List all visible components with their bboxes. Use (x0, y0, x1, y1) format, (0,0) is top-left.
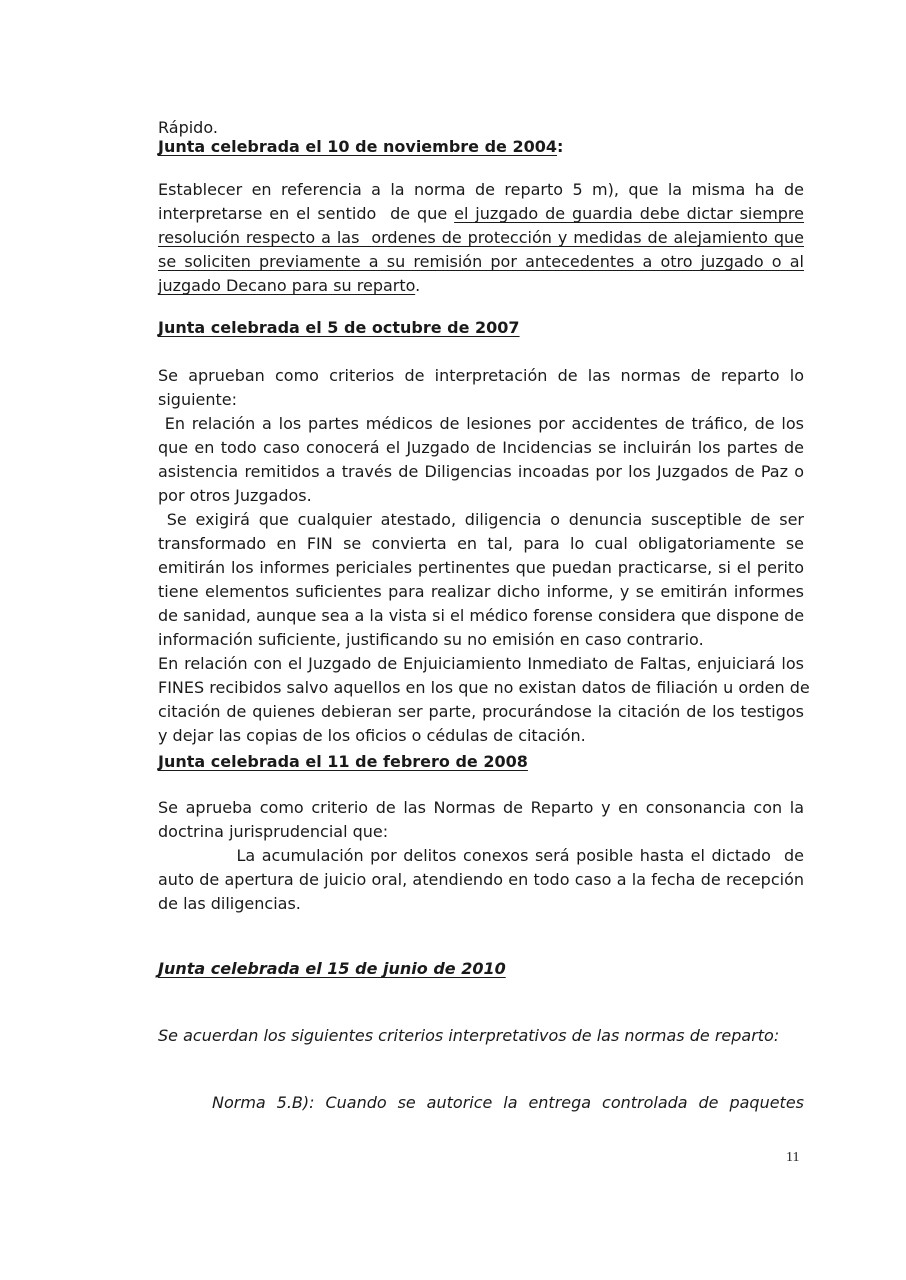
text-segment: emitirán los informes periciales pertinentes que puedan practicarse, si el perito (158, 558, 804, 577)
text-line (158, 892, 804, 916)
text-segment: auto de apertura de juicio oral, atendiendo en todo caso a la fecha de recepción (158, 870, 804, 889)
text-line (158, 868, 804, 892)
text-line (158, 796, 804, 820)
heading-2010 (158, 957, 804, 981)
text-segment: doctrina jurisprudencial que: (158, 822, 389, 841)
text-line (158, 178, 804, 202)
text-segment: interpretarse en el sentido de que (158, 204, 455, 223)
text-segment: que en todo caso conocerá el Juzgado de Incidencias se incluirán los partes de (158, 438, 804, 457)
text-line (158, 676, 810, 700)
text-segment: Se aprueba como criterio de las Normas de Reparto y en consonancia con la (158, 798, 804, 817)
text-segment: y dejar las copias de los oficios o cédulas de citación. (158, 726, 586, 745)
section-2007-body (158, 364, 810, 748)
text-line (158, 412, 804, 436)
underlined-text: se soliciten previamente a su remisión por antecedentes a otro juzgado o al (158, 252, 804, 271)
text-line (158, 724, 804, 748)
text-segment: Se aprueban como criterios de interpretación de las normas de reparto lo (158, 366, 804, 385)
text-line (158, 460, 804, 484)
text-segment: por otros Juzgados. (158, 486, 312, 505)
text-line (158, 700, 804, 724)
text-line (158, 436, 804, 460)
heading-text: Junta celebrada el 11 de febrero de 2008 (158, 752, 528, 771)
text-segment: de las diligencias. (158, 894, 301, 913)
underlined-text: juzgado Decano para su reparto (158, 276, 416, 295)
section-2008-body (158, 796, 804, 916)
text-segment: . (415, 276, 421, 295)
text-segment: FINES recibidos salvo aquellos en los que no existan datos de filiación u orden de (158, 678, 810, 697)
heading-2007 (158, 316, 804, 340)
text-segment: citación de quienes debieran ser parte, procurándose la citación de los testigos (158, 702, 804, 721)
text-segment: En relación con el Juzgado de Enjuiciamiento Inmediato de Faltas, enjuiciará los (158, 654, 804, 673)
heading-text: Junta celebrada el 5 de octubre de 2007 (158, 318, 520, 337)
text-segment: La acumulación por delitos conexos será posible hasta el dictado de (158, 846, 804, 865)
text-line (158, 556, 804, 580)
text-line (158, 250, 804, 274)
text-line (158, 628, 804, 652)
section-2010-intro: Se acuerdan los siguientes criterios interpretativos de las normas de reparto: (158, 1026, 780, 1045)
text-line (158, 226, 804, 250)
text-line (158, 604, 804, 628)
text-line (158, 388, 804, 412)
heading-2008 (158, 750, 804, 774)
underlined-text: el juzgado de guardia debe dictar siempre (454, 204, 805, 223)
text-segment: información suficiente, justificando su no emisión en caso contrario. (158, 630, 704, 649)
norma-5b-text: Norma 5.B): Cuando se autorice la entrega controlada de paquetes (212, 1093, 804, 1112)
text-line (158, 652, 804, 676)
text-line (158, 820, 804, 844)
text-line (158, 532, 804, 556)
heading-text: Junta celebrada el 15 de junio de 2010 (158, 959, 506, 978)
text-line (158, 274, 804, 298)
text-line (158, 202, 804, 226)
text-line (158, 364, 804, 388)
text-line (158, 508, 804, 532)
text-segment: siguiente: (158, 390, 238, 409)
text-segment: transformado en FIN se convierta en tal, para lo cual obligatoriamente se (158, 534, 804, 553)
text-segment: Establecer en referencia a la norma de reparto 5 m), que la misma ha de (158, 180, 804, 199)
page-number: 11 (786, 1150, 800, 1165)
text-line (158, 484, 804, 508)
text-segment: Se exigirá que cualquier atestado, diligencia o denuncia susceptible de ser (158, 510, 804, 529)
text-segment: En relación a los partes médicos de lesiones por accidentes de tráfico, de los (158, 414, 804, 433)
text-segment: tiene elementos suficientes para realizar dicho informe, y se emitirán informes (158, 582, 804, 601)
heading-2004 (158, 135, 804, 159)
text-segment: de sanidad, aunque sea a la vista si el médico forense considera que dispone de (158, 606, 805, 625)
heading-suffix: : (557, 137, 564, 156)
heading-text: Junta celebrada el 10 de noviembre de 2004 (158, 137, 557, 156)
section-2004-body (158, 178, 804, 298)
text-line (158, 844, 804, 868)
text-segment: asistencia remitidos a través de Diligencias incoadas por los Juzgados de Paz o (158, 462, 804, 481)
intro-text: Rápido. (158, 118, 218, 137)
underlined-text: resolución respecto a las ordenes de protección y medidas de alejamiento que (158, 228, 804, 247)
text-line (158, 580, 804, 604)
